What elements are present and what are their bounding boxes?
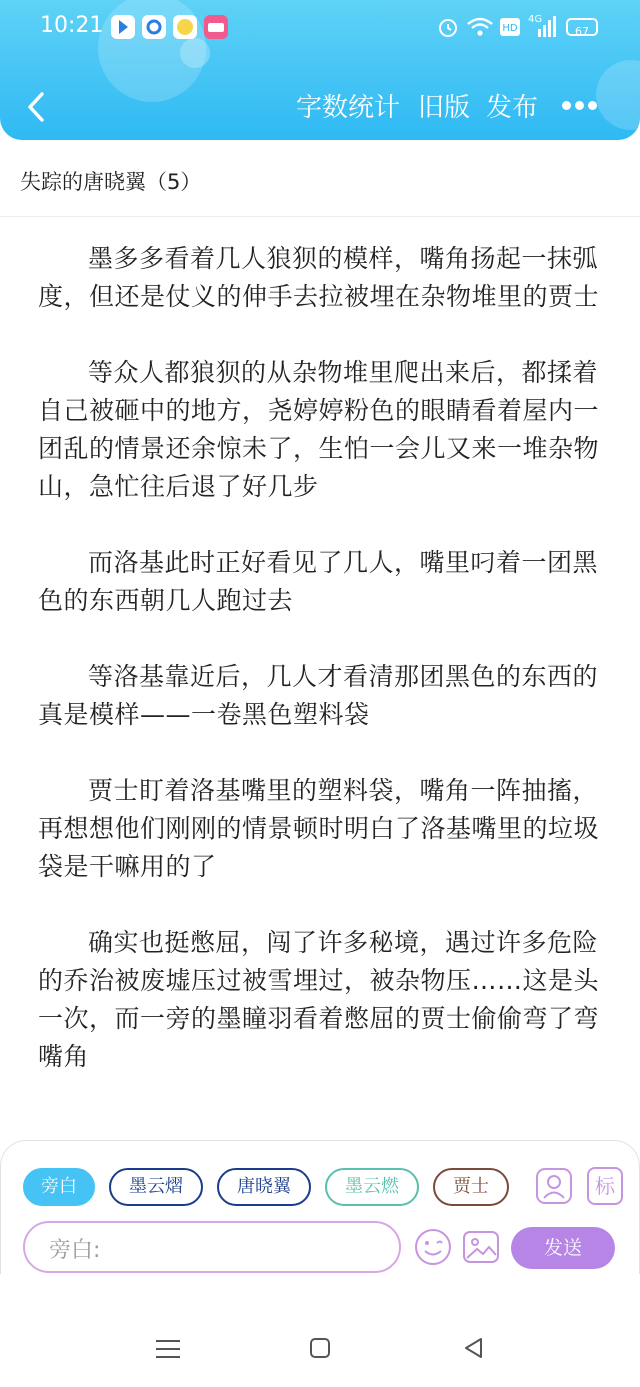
dialogue-editor-panel	[0, 1140, 640, 1274]
image-icon[interactable]	[461, 1227, 501, 1267]
character-chip-jiashi[interactable]: 贾士	[433, 1168, 509, 1206]
dialogue-input[interactable]	[23, 1221, 401, 1273]
character-chip-tangxiaoyi[interactable]: 唐晓翼	[217, 1168, 311, 1206]
character-chip-moyunyi[interactable]: 墨云熠	[109, 1168, 203, 1206]
more-icon[interactable]	[562, 101, 598, 113]
app-notification-icon	[141, 14, 167, 40]
chapter-title: 失踪的唐晓翼（5）	[20, 170, 202, 194]
system-nav-bar	[0, 1274, 640, 1387]
svg-text:HD: HD	[502, 23, 518, 34]
back-icon[interactable]	[24, 90, 48, 124]
send-button[interactable]: 发送	[511, 1227, 615, 1269]
app-header	[0, 0, 640, 140]
wifi-icon	[466, 14, 494, 40]
story-paragraph[interactable]: 而洛基此时正好看见了几人，嘴里叼着一团黑色的东西朝几人跑过去	[38, 548, 599, 615]
status-bar	[0, 0, 640, 56]
publish-button[interactable]: 发布	[486, 93, 539, 123]
app-notification-icon	[203, 14, 229, 40]
character-manage-icon[interactable]	[535, 1167, 573, 1205]
old-version-button[interactable]: 旧版	[418, 93, 471, 123]
story-paragraph[interactable]: 贾士盯着洛基嘴里的塑料袋，嘴角一阵抽搐，再想想他们刚刚的情景顿时明白了洛基嘴里的垃圾袋是干嘛用的了	[38, 776, 600, 881]
battery-level: 67	[575, 25, 589, 38]
character-chip-narrator[interactable]: 旁白	[23, 1168, 95, 1206]
hd-icon	[499, 14, 521, 40]
tag-button-label: 标	[595, 1174, 615, 1198]
emoji-icon[interactable]	[413, 1227, 453, 1267]
story-content	[38, 240, 604, 1114]
status-time: 10:21	[40, 13, 104, 38]
network-type: 4G	[528, 14, 543, 25]
battery-icon	[566, 18, 598, 36]
menu-icon[interactable]	[156, 1338, 180, 1360]
home-icon[interactable]	[309, 1337, 331, 1359]
word-count-button[interactable]: 字数统计	[296, 93, 401, 123]
dialogue-input-placeholder: 旁白:	[49, 1238, 101, 1263]
story-paragraph[interactable]: 确实也挺憋屈，闯了许多秘境，遇过许多危险的乔治被废墟压过被雪埋过，被杂物压……这是头一次，而一旁的墨瞳羽看着憋屈的贾士偷偷弯了弯嘴角	[38, 928, 600, 1071]
chapter-title-row[interactable]	[0, 152, 640, 217]
story-paragraph[interactable]: 墨多多看着几人狼狈的模样，嘴角扬起一抹弧度，但还是仗义的伸手去拉被埋在杂物堆里的贾士	[38, 244, 600, 311]
story-paragraph[interactable]: 等众人都狼狈的从杂物堆里爬出来后，都揉着自己被砸中的地方，尧婷婷粉色的眼睛看着屋内一团乱的情景还余惊未了，生怕一会儿又来一堆杂物山，急忙往后退了好几步	[38, 358, 600, 501]
character-chip-moyunran[interactable]: 墨云燃	[325, 1168, 419, 1206]
app-notification-icon	[172, 14, 198, 40]
editor-toolbar	[0, 78, 640, 138]
story-paragraph[interactable]: 等洛基靠近后，几人才看清那团黑色的东西的真是模样——一卷黑色塑料袋	[38, 662, 599, 729]
alarm-icon	[436, 14, 460, 40]
tag-button[interactable]	[587, 1167, 623, 1205]
back-triangle-icon[interactable]	[462, 1336, 484, 1360]
app-notification-icon	[110, 14, 136, 40]
